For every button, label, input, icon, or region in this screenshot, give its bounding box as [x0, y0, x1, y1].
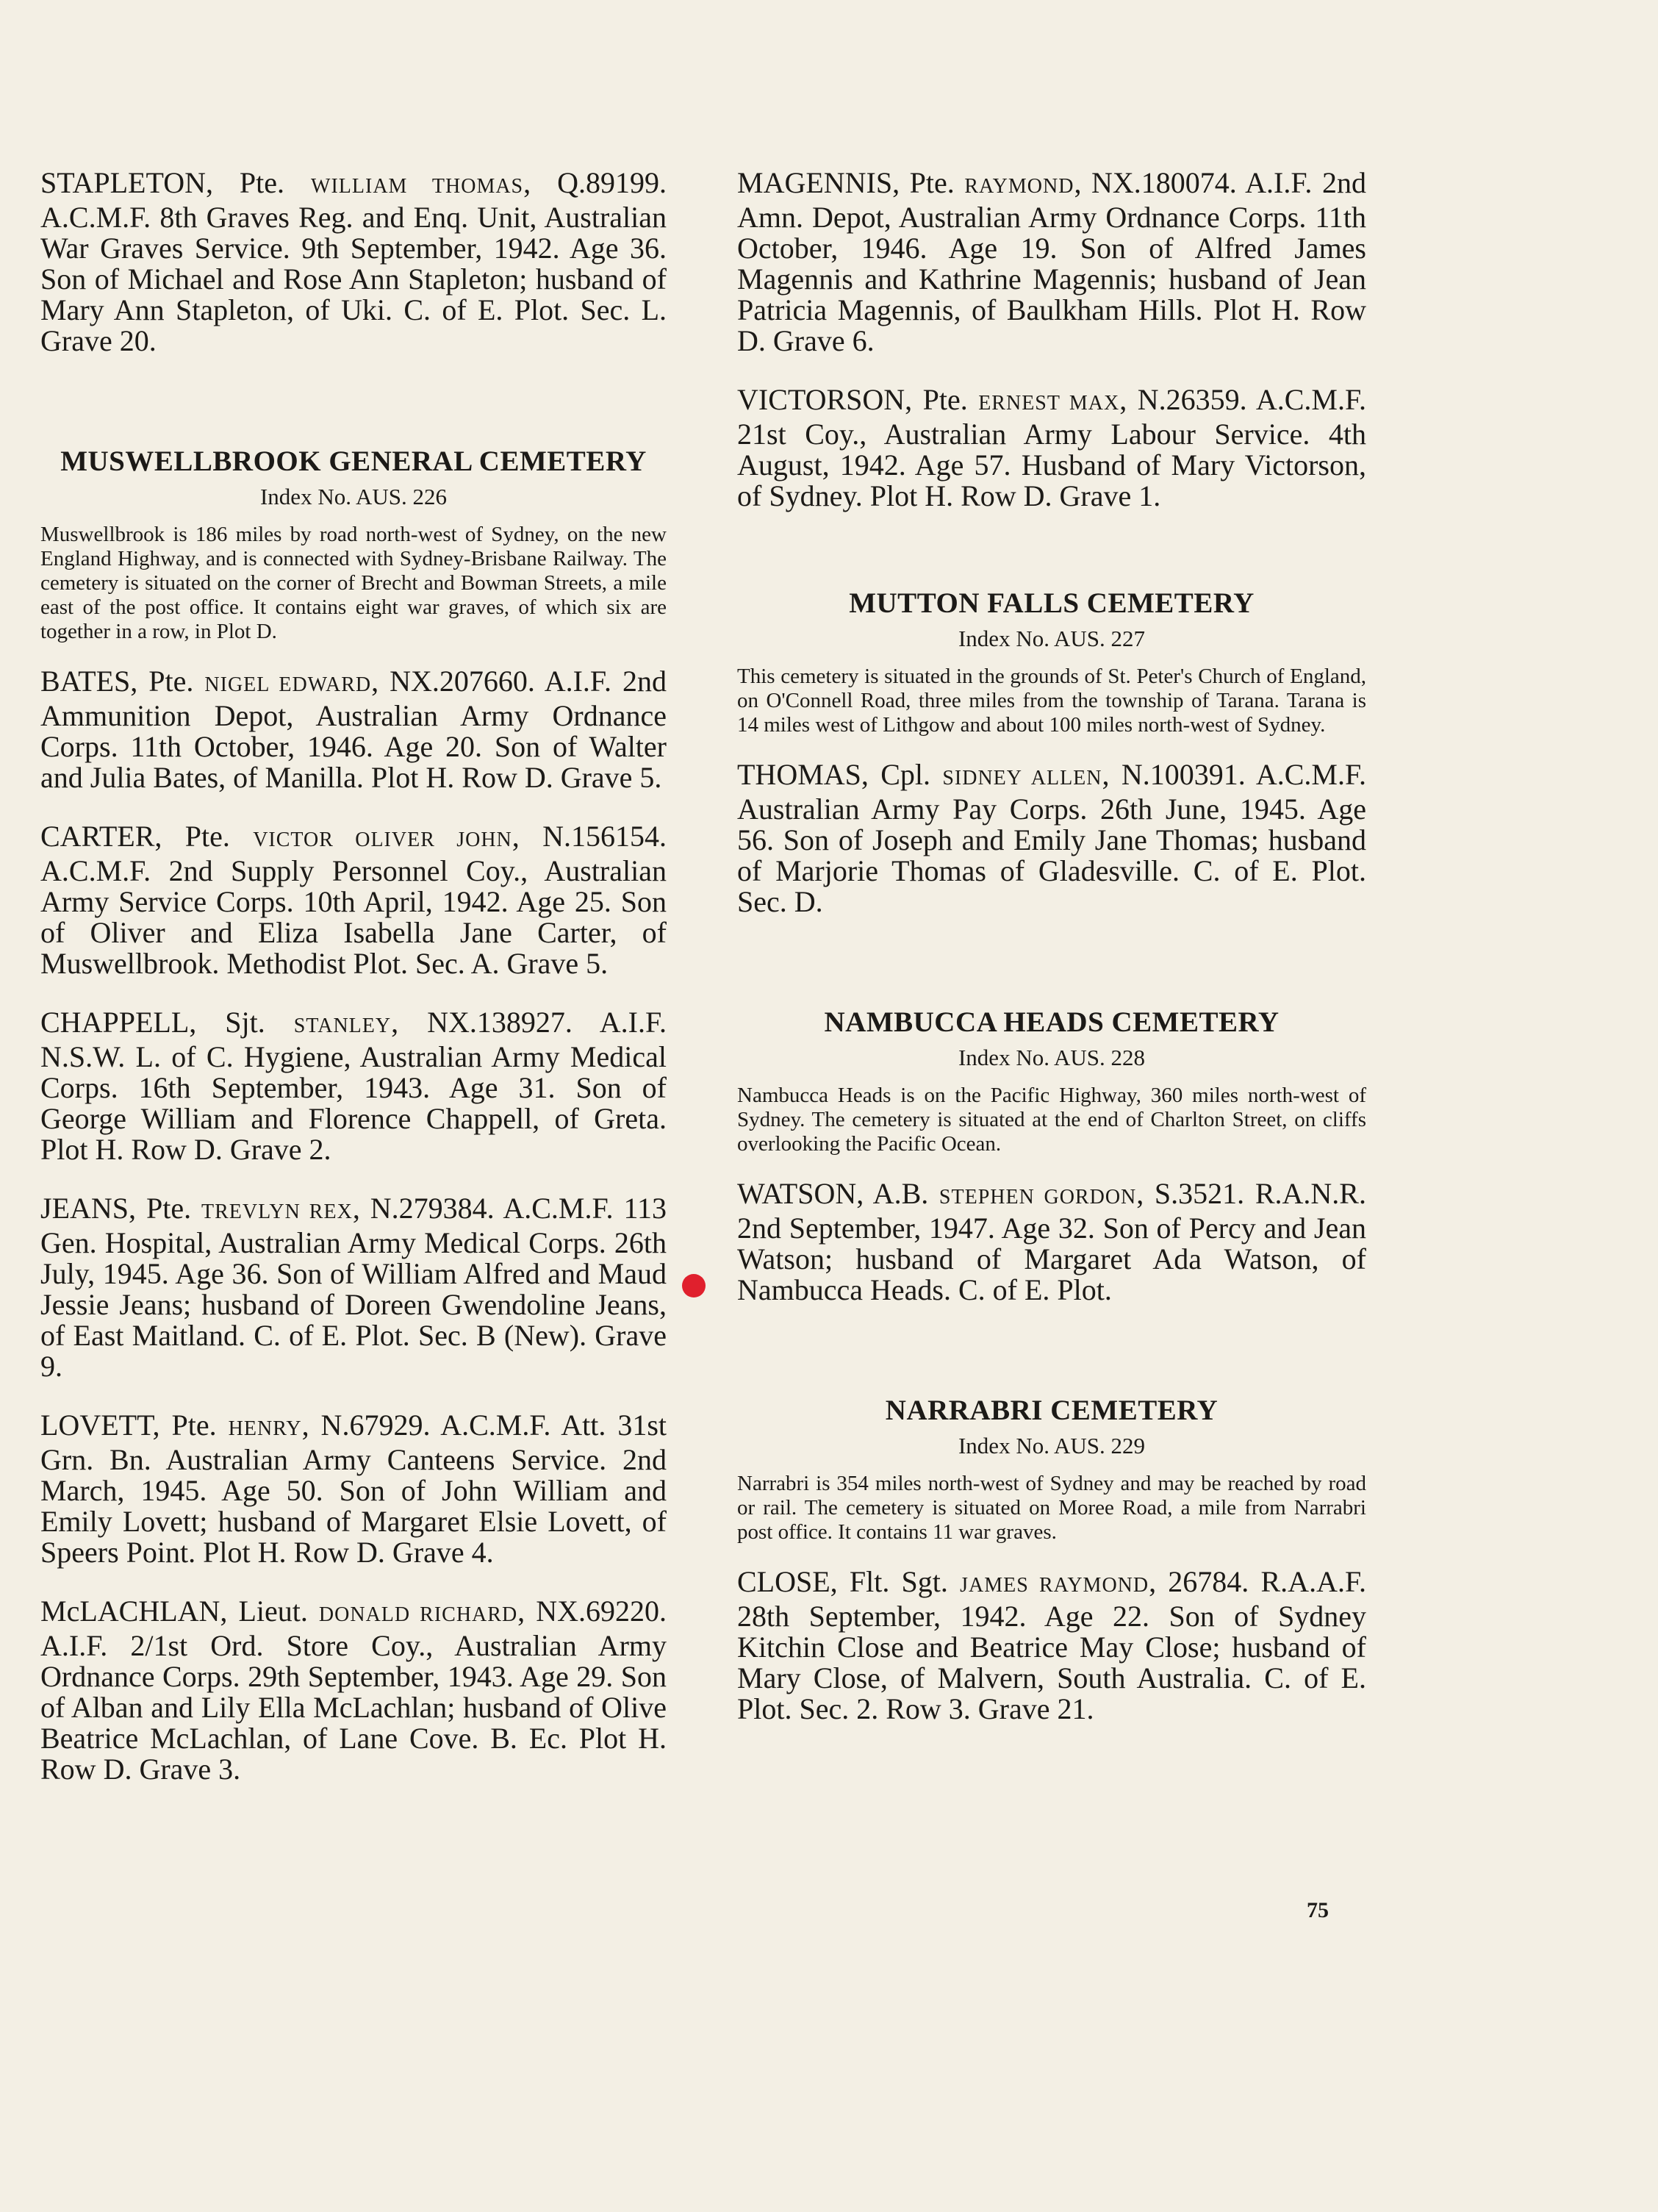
- entry-bates: [40, 666, 667, 793]
- entry-given-names: DONALD RICHARD: [318, 1603, 518, 1626]
- entry-details: , NX.207660. A.I.F. 2nd Ammunition Depot, Australian Army Ordnance Corps. 11th October, 1946. Age 20. Son of Walter and Julia Bates, of Manilla. Plot H. Row D. Grave 5.: [40, 665, 667, 794]
- cemetery-title-narrabri: NARRABRI CEMETERY: [885, 1395, 1219, 1426]
- cemetery-index-muswellbrook: Index No. AUS. 226: [259, 484, 448, 509]
- entry-details: , N.279384. A.C.M.F. 113 Gen. Hospital, Australian Army Medical Corps. 26th July, 1945. Age 36. Son of William Alfred and Maud Jessie Jeans; husband of Doreen Gwendoline Jeans, of East Maitland. C. of E. Plot. Sec. B (New). Grave 9.: [40, 1192, 667, 1383]
- entry-given-names: STANLEY: [293, 1014, 392, 1037]
- entry-close: [737, 1567, 1366, 1725]
- page-number: 75: [1307, 1898, 1329, 1922]
- cemetery-description-mutton-falls: This cemetery is situated in the grounds of St. Peter's Church of England, on O'Connell Road, three miles from the township of Tarana. Tarana is 14 miles west of Lithgow and about 100 miles north-west of Sydney.: [737, 665, 1366, 737]
- entry-surname: BATES, Pte.: [40, 665, 205, 698]
- entry-given-names: RAYMOND: [964, 175, 1074, 198]
- entry-details: , NX.180074. A.I.F. 2nd Amn. Depot, Australian Army Ordnance Corps. 11th October, 1946. Age 19. Son of Alfred James Magennis and Kathrine Magennis; husband of Jean Patricia Magennis, of Baulkham Hills. Plot H. Row D. Grave 6.: [737, 166, 1366, 357]
- entry-magennis: [737, 168, 1366, 357]
- entry-surname: WATSON, A.B.: [737, 1177, 939, 1210]
- entry-chappell: [40, 1007, 667, 1165]
- entry-surname: JEANS, Pte.: [40, 1192, 202, 1225]
- entry-details: , N.100391. A.C.M.F. Australian Army Pay Corps. 26th June, 1945. Age 56. Son of Joseph and Emily Jane Thomas; husband of Marjorie Thomas of Gladesville. C. of E. Plot. Sec. D.: [737, 758, 1366, 918]
- cemetery-description-muswellbrook: Muswellbrook is 186 miles by road north-west of Sydney, on the new England Highway, and is connected with Sydney-Brisbane Railway. The cemetery is situated on the corner of Brecht and Bowman Streets, a mile east of the post office. It contains eight war graves, of which six are together in a row, in Plot D.: [40, 523, 667, 643]
- entry-surname: McLACHLAN, Lieut.: [40, 1594, 319, 1628]
- entry-victorson: [737, 384, 1366, 512]
- entry-surname: LOVETT, Pte.: [40, 1409, 229, 1442]
- entry-details: , NX.69220. A.I.F. 2/1st Ord. Store Coy., Australian Army Ordnance Corps. 29th September, 1943. Age 29. Son of Alban and Lily Ella McLachlan; husband of Olive Beatrice McLachlan, of Lane Cove. B. Ec. Plot H. Row D. Grave 3.: [40, 1594, 667, 1786]
- entry-surname: CLOSE, Flt. Sgt.: [737, 1565, 961, 1598]
- entry-given-names: SIDNEY ALLEN: [942, 767, 1102, 790]
- entry-details: , N.67929. A.C.M.F. Att. 31st Grn. Bn. Australian Army Canteens Service. 2nd March, 1945. Age 50. Son of John William and Emily Lovett; husband of Margaret Elsie Lovett, of Speers Point. Plot H. Row D. Grave 4.: [40, 1409, 667, 1569]
- entry-details: , N.156154. A.C.M.F. 2nd Supply Personnel Coy., Australian Army Service Corps. 10th April, 1942. Age 25. Son of Oliver and Eliza Isabella Jane Carter, of Muswellbrook. Methodist Plot. Sec. A. Grave 5.: [40, 820, 667, 980]
- cemetery-index-nambucca-heads: Index No. AUS. 228: [958, 1045, 1146, 1070]
- entry-stapleton: [40, 168, 667, 357]
- entry-details: , S.3521. R.A.N.R. 2nd September, 1947. Age 32. Son of Percy and Jean Watson; husband of Margaret Ada Watson, of Nambucca Heads. C. of E. Plot.: [737, 1177, 1366, 1306]
- left-column: [40, 168, 667, 1813]
- cemetery-title-mutton-falls: MUTTON FALLS CEMETERY: [849, 587, 1255, 619]
- entry-details: , NX.138927. A.I.F. N.S.W. L. of C. Hygiene, Australian Army Medical Corps. 16th September, 1943. Age 31. Son of George William and Florence Chappell, of Greta. Plot H. Row D. Grave 2.: [40, 1006, 667, 1166]
- right-column: [737, 168, 1366, 1753]
- entry-details: , N.26359. A.C.M.F. 21st Coy., Australian Army Labour Service. 4th August, 1942. Age 57. Husband of Mary Victorson, of Sydney. Plot H. Row D. Grave 1.: [737, 383, 1366, 512]
- entry-given-names: WILLIAM THOMAS: [311, 175, 524, 198]
- entry-given-names: STEPHEN GORDON: [939, 1186, 1137, 1209]
- entry-surname: STAPLETON, Pte.: [40, 166, 312, 199]
- cemetery-description-nambucca-heads: Nambucca Heads is on the Pacific Highway, 360 miles north-west of Sydney. The cemetery is situated at the end of Charlton Street, on cliffs overlooking the Pacific Ocean.: [737, 1084, 1366, 1156]
- entry-given-names: JAMES RAYMOND: [960, 1574, 1149, 1597]
- entry-surname: CHAPPELL, Sjt.: [40, 1006, 294, 1039]
- entry-given-names: VICTOR OLIVER JOHN: [253, 828, 512, 851]
- cemetery-index-mutton-falls: Index No. AUS. 227: [958, 626, 1146, 651]
- entry-given-names: HENRY: [228, 1417, 302, 1440]
- cemetery-title-nambucca-heads: NAMBUCCA HEADS CEMETERY: [824, 1006, 1280, 1038]
- cemetery-title-muswellbrook: MUSWELLBROOK GENERAL CEMETERY: [60, 445, 647, 477]
- entry-given-names: NIGEL EDWARD: [204, 673, 372, 696]
- entry-mclachlan: [40, 1596, 667, 1785]
- entry-surname: CARTER, Pte.: [40, 820, 254, 853]
- entry-given-names: TREVLYN REX: [201, 1200, 353, 1223]
- entry-watson: [737, 1178, 1366, 1306]
- entry-details: , 26784. R.A.A.F. 28th September, 1942. Age 22. Son of Sydney Kitchin Close and Beatrice May Close; husband of Mary Close, of Malvern, South Australia. C. of E. Plot. Sec. 2. Row 3. Grave 21.: [737, 1565, 1367, 1725]
- cemetery-index-narrabri: Index No. AUS. 229: [958, 1433, 1146, 1458]
- entry-jeans: [40, 1193, 667, 1382]
- red-marker-dot: [682, 1274, 706, 1298]
- entry-lovett: [40, 1410, 667, 1568]
- entry-thomas: [737, 759, 1366, 917]
- entry-given-names: ERNEST MAX: [978, 392, 1120, 415]
- entry-details: , Q.89199. A.C.M.F. 8th Graves Reg. and Enq. Unit, Australian War Graves Service. 9th September, 1942. Age 36. Son of Michael and Rose Ann Stapleton; husband of Mary Ann Stapleton, of Uki. C. of E. Plot. Sec. L. Grave 20.: [40, 166, 667, 357]
- cemetery-description-narrabri: Narrabri is 354 miles north-west of Sydney and may be reached by road or rail. The cemetery is situated on Moree Road, a mile from Narrabri post office. It contains 11 war graves.: [737, 1472, 1366, 1544]
- entry-surname: THOMAS, Cpl.: [737, 758, 943, 791]
- entry-surname: VICTORSON, Pte.: [737, 383, 979, 416]
- entry-carter: [40, 821, 667, 979]
- entry-surname: MAGENNIS, Pte.: [737, 166, 965, 199]
